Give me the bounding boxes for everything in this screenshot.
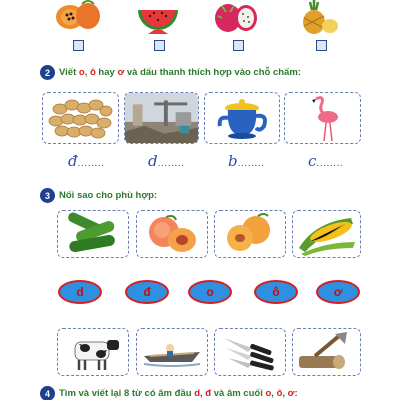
- cow-icon: [61, 330, 125, 374]
- knives-card[interactable]: [214, 328, 286, 376]
- peanuts-card[interactable]: [42, 92, 119, 144]
- peach-icon: [140, 212, 204, 256]
- construction-site-card[interactable]: [124, 92, 199, 144]
- cow-card[interactable]: [57, 328, 129, 376]
- letter-oval-o[interactable]: o: [188, 280, 232, 304]
- section-number-badge: 2: [40, 65, 55, 80]
- letter-prompt-4: c........: [308, 152, 344, 170]
- watermelon-icon: [134, 0, 182, 34]
- section-number-badge: 4: [40, 386, 55, 400]
- axe-stump-card[interactable]: [292, 328, 361, 376]
- corn-card[interactable]: [292, 210, 361, 258]
- teapot-icon: [212, 94, 272, 142]
- boat-card[interactable]: [136, 328, 208, 376]
- papaya-icon: [54, 0, 102, 34]
- construction-site-icon: [125, 92, 198, 144]
- flamingo-card[interactable]: [284, 92, 361, 144]
- letter-prompt-1: đ........: [68, 152, 105, 170]
- cucumber-icon: [61, 212, 125, 256]
- flamingo-icon: [298, 93, 348, 143]
- letter-oval-d[interactable]: d: [58, 280, 102, 304]
- pineapple-icon: [292, 0, 340, 34]
- boat-icon: [140, 330, 204, 374]
- knives-icon: [218, 330, 282, 374]
- peach-card[interactable]: [136, 210, 208, 258]
- axe-stump-icon: [295, 330, 359, 374]
- pineapple-checkbox[interactable]: [316, 40, 327, 51]
- watermelon-checkbox[interactable]: [154, 40, 165, 51]
- letter-oval-o-hat[interactable]: ô: [254, 280, 298, 304]
- section-3-instruction: Nối sao cho phù hợp:: [59, 190, 158, 201]
- teapot-card[interactable]: [204, 92, 280, 144]
- letter-prompt-2: d........: [148, 152, 185, 170]
- section-number-badge: 3: [40, 188, 55, 203]
- corn-icon: [295, 212, 359, 256]
- dragon-fruit-checkbox[interactable]: [233, 40, 244, 51]
- letter-oval-o-horn[interactable]: ơ: [316, 280, 360, 304]
- section-4-instruction: Tìm và viết lại 8 từ có âm đầu d, đ và âm cuối o, ô, ơ:: [59, 388, 298, 399]
- letter-prompt-3: b........: [228, 152, 265, 170]
- papaya-checkbox[interactable]: [73, 40, 84, 51]
- section-2-instruction: Viết o, ô hay ơ và dấu thanh thích hợp vào chỗ chấm:: [59, 67, 301, 78]
- apricot-icon: [218, 212, 282, 256]
- cucumber-card[interactable]: [57, 210, 129, 258]
- letter-oval-dd[interactable]: đ: [125, 280, 169, 304]
- dragon-fruit-icon: [212, 0, 260, 34]
- apricot-card[interactable]: [214, 210, 286, 258]
- peanuts-icon: [46, 95, 116, 141]
